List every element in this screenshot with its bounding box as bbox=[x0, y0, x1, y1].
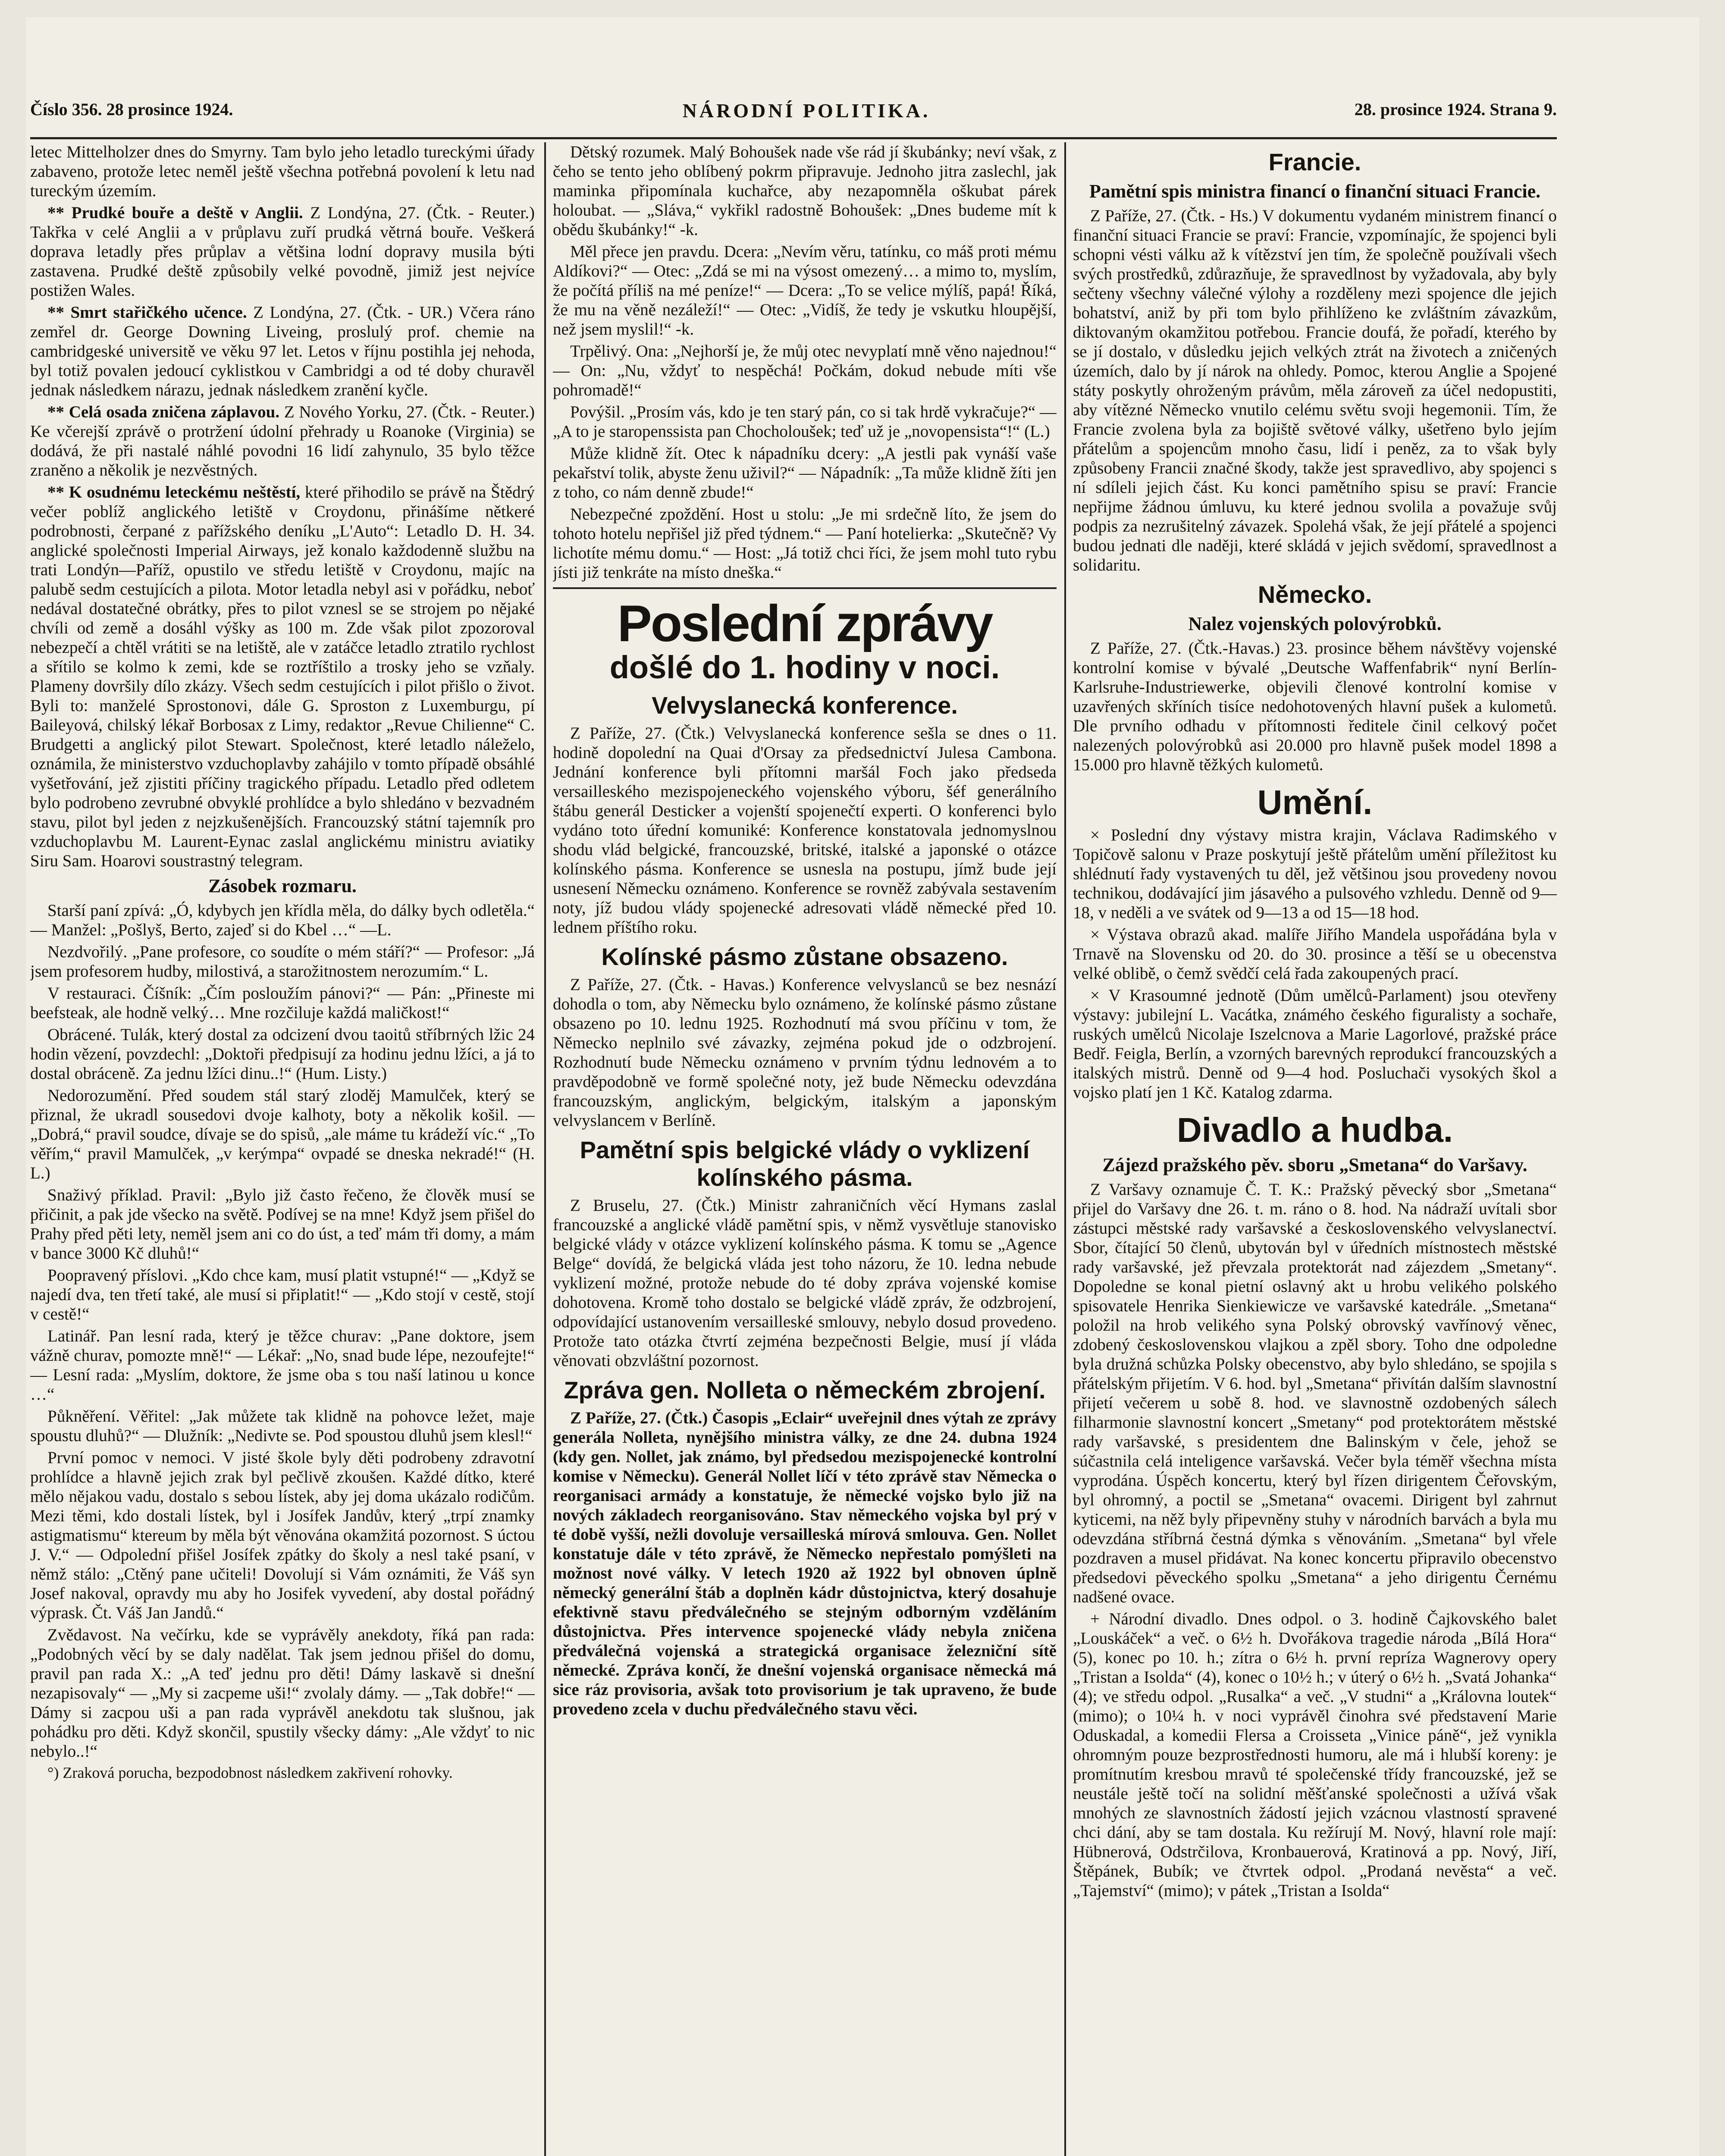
humor-item: Nezdvořilý. „Pane profesore, co soudíte o mém stáří?“ — Profesor: „Já jsem profesorem hudby, milostivá, a starožitnostem nerozumím.“ L. bbox=[30, 943, 535, 981]
cologne-text: Z Paříže, 27. (Čtk. - Havas.) Konference velvyslanců se bez nesnází dohodla o tom, aby Německu bylo oznámeno, že kolínské pásmo zůstane obsazeno po 10. lednu 1925. Rozhodnutí má svou příčinu v tom, že Německo neplnilo své závazky, zejména pokud jde o odzbrojení. Rozhodnutí bude Německu oznámeno v prvním týdnu lednovém a to pravděpodobně ve formě společné noty, jež bude Německu odevzdána francouzským, anglickým, belgickým, italským a japonským velvyslancem v Berlíně. bbox=[553, 975, 1057, 1130]
humor-item: V restauraci. Číšník: „Čím posloužím pánovi?“ — Pán: „Přineste mi beefsteak, ale hodně velký… Mne rozčiluje každá maličkost!“ bbox=[30, 984, 535, 1022]
humor-item: Poopravený příslovi. „Kdo chce kam, musí platit vstupné!“ — „Když se najedí dva, ten třetí také, ale musí si připlatit!“ — „Kdo stojí v cestě, stojí v cestě!“ bbox=[30, 1266, 535, 1323]
arts-item: × V Krasoumné jednotě (Dům umělců-Parlament) jsou otevřeny výstavy: jubilejní L. Vacátka, známého českého figuralisty a sochaře, ruských umělců Nicolaje Iszelcnova a Marie Lagorlové, pražské práce Bedř. Feigla, Berlín, a vzorných barevných reprodukcí francouzských a italských mistrů. Denně od 9—4 hod. Posluchači vysokých škol a vojsko platí jen 1 Kč. Katalog zdarma. bbox=[1073, 986, 1557, 1102]
humor-item: Měl přece jen pravdu. Dcera: „Nevím věru, tatínku, co máš proti mému Aldíkovi?“ — Otec: „Zdá se mi na výsost omezený… a mimo to, myslím, že počítá příliš na mé peníze!“ — Dcera: „To se velice mýlíš, papá! Říká, že mu na věně nezáleží!“ — Otec: „Vidíš, že tedy je vskutku hloupější, než jsem myslil!“ -k. bbox=[553, 242, 1057, 338]
humor-item: Může klidně žít. Otec k nápadníku dcery: „A jestli pak vynáší vaše pekařství tolik, abyste ženu uživil?“ — Nápadník: „Ta může klidně žíti jen z toho, co nám denně zbude!“ bbox=[553, 444, 1057, 501]
belgian-heading: Pamětní spis belgické vlády o vyklizení kolínského pásma. bbox=[580, 1136, 1030, 1191]
belgian-text: Z Bruselu, 27. (Čtk.) Ministr zahraničních věcí Hymans zaslal francouzské a anglické vládě pamětní spis, v němž vysvětluje stanovisko belgické vlády v otázce vyklizení kolínského pásma. K tomu se „Agence Belge“ dovídá, že belgická vláda jest toho názoru, že 10. ledna nebude vyklizení možné, protože nebude do té doby zpráva vojenské komise dohotovena. Kromě toho dostalo se belgické vládě zpráv, že odzbrojení, odpovídající ustanovením versailleské smlouvy, nebylo dosud provedeno. Protože tato otázka čtvrtí zejména bezpečnosti Belgie, musí jí vláda věnovati obzvláštní pozornost. bbox=[553, 1196, 1057, 1370]
cologne-heading: Kolínské pásmo zůstane obsazeno. bbox=[601, 943, 1008, 970]
humor-item: Nedorozumění. Před soudem stál starý zloděj Mamulček, který se přiznal, že ukradl sousedovi dvoje kalhoty, boty a několik košil. — „Dobrá,“ pravil soudce, dívaje se do spisů, „ale máme tu krádeží víc.“ „To věřím,“ pravil Mamulček, „v kerýmpa“ ovpadé se dneska nekradé!“ (H. L.) bbox=[30, 1086, 535, 1182]
column-3 bbox=[1073, 142, 1557, 2156]
last-news-heading: Poslední zprávy bbox=[617, 595, 992, 652]
theatre-heading: Divadlo a hudba. bbox=[1176, 1111, 1453, 1149]
humor-heading: Zásobek rozmaru. bbox=[208, 875, 357, 896]
arts-item: × Výstava obrazů akad. malíře Jiřího Mandela uspořádána byla v Trnavě na Slovensku od 20. do 30. prosince a těší se u obecenstva velké oblibě, o čemž svědčí celá řada zakoupených prací. bbox=[1073, 925, 1557, 983]
humor-item: Povýšil. „Prosím vás, kdo je ten starý pán, co si tak hrdě vykračuje?“ — „A to je staropenssista pan Chocholoušek; teď už je „novopensista“!“ (L.) bbox=[553, 403, 1057, 441]
column-2 bbox=[553, 142, 1057, 2156]
death-text: Z Londýna, 27. (Čtk. - UR.) Včera ráno zemřel dr. George Downing Liveing, proslulý prof. chemie na cambridgeské universitě ve věku 97 let. Letos v říjnu postihla jej nehoda, byl totiž povalen jedoucí cyklistkou v Cambridgi a od té doby churavěl jednak následkem nárazu, jednak následkem zranění kyčle. bbox=[30, 303, 535, 399]
humor-item: Dětský rozumek. Malý Bohoušek nade vše rád jí škubánky; neví však, z čeho se tento jeho oblíbený pokrm připravuje. Jednoho jitra zaslechl, jak maminka připomínala kuchařce, aby nezapomněla oškubat párek holoubat. — „Sláva,“ vykřikl radostně Bohoušek: „Dnes budeme mít k obědu škubánky!“ -k. bbox=[553, 143, 1057, 239]
nollet-heading: Zpráva gen. Nolleta o německém zbrojení. bbox=[564, 1376, 1046, 1404]
france-subheading: Pamětní spis ministra financí o finanční situaci Francie. bbox=[1089, 181, 1541, 202]
theatre-subheading: Zájezd pražského pěv. sboru „Smetana“ do Varšavy. bbox=[1102, 1154, 1527, 1175]
page-header bbox=[30, 91, 1557, 138]
france-heading: Francie. bbox=[1268, 148, 1361, 175]
embassy-text: Z Paříže, 27. (Čtk.) Velvyslanecká konference sešla se dnes o 11. hodině dopolední na Quai d'Orsay za předsednictví Julesa Cambona. Jednání konference byli přítomni maršál Foch jako předseda versailleského mezispojeneckého vojenského výboru, šéf generálního štábu generál Desticker a vojenští spojenečtí experti. O konferenci bylo vydáno toto úřední komuniké: Konference konstatovala jednomyslnou shodu vlád belgické, francouzské, britské, italské a japonské o otázce kolínského pásma. Konference se usnesla na postupu, jímž bude její usnesení Německu oznámeno. Konference se rovněž zabývala sestavením noty, jíž budou vlády spojenecké adresovati vládě německé před 10. lednem příštího roku. bbox=[553, 724, 1057, 937]
crash-text: které přihodilo se právě na Štědrý večer poblíž anglického letiště v Croydonu, přinášíme nětkeré podrobnosti, čerpané z pařížského deníku „L'Auto“: Letadlo D. H. 34. anglické společnosti Imperial Airways, jež konalo každodenně službu na trati Londýn—Paříž, opustilo ve středu letiště v Croydonu, majíc na palubě sedm cestujících a pilota. Motor letadla nebyl asi v pořádku, neboť nedával dostatečné obrátky, přes to pilot vznesl se se strojem po nějaké chvíli od země a dosáhl výšky as 100 m. Zde však pilot zpozoroval nebezpečí a chtěl vrátiti se na letiště, ale v zatáčce letadlo ztratilo rychlost a sřítilo se kolmo k zemi, kde se roztříštilo a trosky jeho se vzňaly. Plameny dovršily dílo zkázy. Všech sedm cestujících i pilot přišlo o život. Byli to: manželé Sprostonovi, dále G. Sproston z Luxemburgu, pí Baileyová, chilský lékař Borbosax z Limy, redaktor „Revue Chilienne“ C. Brudgetti a anglický pilot Stewart. Společnost, které letadlo náleželo, oznámila, že ministerstvo vzduchoplavby zahájilo v tomto případě obsáhlé vyšetřování, jež zjistiti příčiny tragického případu. Letadlo před odletem bylo podrobeno zevrubné obvyklé prohlídce a bylo shledáno v bezvadném stavu, pilot byl jeden z nejzkušenějších. Francouzský státní tajemník pro vzduchoplavbu M. Laurent-Eynac zaslal anglickému ministru aviatiky Siru Sam. Hoarovi soustrastný telegram. bbox=[30, 483, 535, 870]
issue-number: Číslo 356. 28 prosince 1924. bbox=[30, 100, 233, 119]
masthead: NÁRODNÍ POLITIKA. bbox=[682, 100, 931, 122]
storm-text: Z Londýna, 27. (Čtk. - Reuter.) Takřka v celé Anglii a v průplavu zuří prudká větrná bouře. Veškerá doprava letadly přes průplav a většina lodní dopravy musila býti zastavena. Prudké deště způsobily velké povodně, jimiž jest nejvíce postižen Wales. bbox=[30, 204, 535, 300]
column-rule-1 bbox=[544, 142, 546, 2156]
humor-item: Snaživý příklad. Pravil: „Bylo již často řečeno, že člověk musí se přičinit, a pak jde všecko na světě. Podívej se na mne! Když jsem přišel do Prahy před pěti lety, neměl jsem ani co do úst, a teď mám tři domy, a mám v bance 3000 Kč dluhů!“ bbox=[30, 1186, 535, 1263]
germany-subheading: Nalez vojenských polovýrobků. bbox=[1188, 613, 1442, 634]
arts-heading: Umění. bbox=[1257, 783, 1373, 821]
crash-heading: ** K osudnému leteckému neštěstí, bbox=[47, 483, 301, 501]
humor-item: Trpělivý. Ona: „Nejhorší je, že můj otec nevyplatí mně věno najednou!“ — On: „Nu, vždyť to nespěchá! Počkám, dokud nebude míti vše pohromadě!“ bbox=[553, 342, 1057, 399]
germany-text: Z Paříže, 27. (Čtk.-Havas.) 23. prosince během návštěvy vojenské kontrolní komise v bývalé „Deutsche Waffenfabrik“ nyní Berlín-Karlsruhe-Industriewerke, objevili členové kontrolní komise v uzavřených skříních tisíce nedohotovených hlavní pušek a kulometů. Dle prvního odhadu v přítomnosti ředitele činil celkový počet nalezených polovýrobků asi 20.000 pro hlavně pušek model 1898 a 15.000 pro hlavně těžkých kulometů. bbox=[1073, 639, 1557, 774]
flood-text: Z Nového Yorku, 27. (Čtk. - Reuter.) Ke včerejší zprávě o protržení údolní přehrady u Roanoke (Virginia) se dodává, že při nastalé náhlé povodni 16 lidí zahynulo, 35 bylo těžce zraněno a několik je nezvěstných. bbox=[30, 403, 535, 479]
humor-item: Půkněření. Věřitel: „Jak můžete tak klidně na pohovce ležet, maje spoustu dluhů?“ — Dlužník: „Nedivte se. Pod spoustou dluhů jsem klesl!“ bbox=[30, 1407, 535, 1445]
humor-item: Starší paní zpívá: „Ó, kdybych jen křídla měla, do dálky bych odletěla.“ — Manžel: „Pošlyš, Berto, zajeď si do Kbel …“ —L. bbox=[30, 901, 535, 939]
humor-item: Obrácené. Tulák, který dostal za odcizení dvou taoitů stříbrných lžic 24 hodin vězení, povzdechl: „Doktoři předpisují za hodinu jednu lžíci, a já to dostal obráceně. Za jednu lžíci dinu..!“ (Hum. Listy.) bbox=[30, 1025, 535, 1083]
theatre-text: Z Varšavy oznamuje Č. T. K.: Pražský pěvecký sbor „Smetana“ přijel do Varšavy dne 26. t. m. ráno o 8. hod. Na nádraží uvítali sbor zástupci městské rady varšavské a československého velvyslanectví. Sbor, čítající 50 členů, ubytován byl v úředních místnostech městské rady varšavské, jež převzala protektorát nad zájezdem „Smetany“. Dopoledne se konal pietní oslavný akt u hrobu velikého polského spisovatele Henrika Sienkiewicze ve varšavské katedrále. „Smetana“ položil na hrob velikého syna Polský obrovský vavřínový věnec, zdobený československou vlajkou a zpěl sbory. Toho dne odpoledne byla družná schůzka Polsky obecenstvo, aby bylo shledáno, se spojila s přátelským přijetím. V 6. hod. byl „Smetana“ přivítán dalším slavnostní přijetí večerem u sobě 8. hod. ve slavnostně ozdobených sálech filharmonie slavnostní koncert „Smetany“ pod protektorátem městské rady varšavské, s presidentem dne Balinským v čele, jehož se súčastnila celá inteligence varšavská. Večer byla téměř všechna místa vyprodána. Úspěch koncertu, který byl řízen dirigentem Čeřovským, byl ohromný, a poctil se „Smetana“ ovacemi. Dirigent byl zahrnut kyticemi, na něž byly připevněny stuhy v národních barvách a byla mu odevzdána stříbrná čestná dýmka s věnováním. „Smetana“ byl vřele pozdraven a musel přidávat. Na konec koncertu připravilo obecenstvo předsedovi pěveckého spolku „Smetana“ a jeho dirigentu Černému nadšené ovace. bbox=[1073, 1180, 1557, 1606]
humor-item: Latinář. Pan lesní rada, který je těžce churav: „Pane doktore, jsem vážně churav, pomozte mně!“ — Lékař: „No, snad bude lépe, nezoufejte!“ — Lesní rada: „Myslím, doktore, že jsme oba s tou naší latinou u konce …“ bbox=[30, 1327, 535, 1404]
arts-item: × Poslední dny výstavy mistra krajin, Václava Radimského v Topičově salonu v Praze poskytují ještě přátelům umění příležitost ku shlédnutí řady vystavených tu děl, jež většinou jsou provedeny novou technikou, dodávající jim jásavého a pulsového vzhledu. Denně od 9—18, v neděli a ve svátek od 9—13 a od 15—18 hod. bbox=[1073, 826, 1557, 922]
nollet-text: Z Paříže, 27. (Čtk.) Časopis „Eclair“ uveřejnil dnes výtah ze zprávy generála Nolleta, nynějšího ministra války, ze dne 24. dubna 1924 (kdy gen. Nollet, jak známo, byl předsedou mezispojenecké kontrolní komise v Německu). Generál Nollet líčí v této zprávě stav Německa o reorganisaci armády a konstatuje, že německé vojsko bylo již na nových základech reorganisováno. Stav německého vojska byl prý v té době vyšší, nežli dovoluje versailleská mírová smlouva. Gen. Nollet konstatuje dále v této zprávě, že Německo nepřestalo pomýšleti na možnost nové války. V letech 1920 až 1922 byl obnoven úplně německý generální štáb a doplněn kádr důstojnictva, který dosahuje efektivně stavu předválečného se stejným odborným vzděláním důstojnictva. Přes intervence spojenecké vlády nebyla zničena předválečná vojenská a strategická organisace železniční sítě německé. Zpráva končí, že dnešní vojenská organisace německá má sice ráz provisoria, avšak toto provisorium je tak upraveno, že bude provedeno zcela v duchu předválečného stavu věci. bbox=[553, 1409, 1057, 1718]
article-intro: letec Mittelholzer dnes do Smyrny. Tam bylo jeho letadlo tureckými úřady zabaveno, protože letec neměl ještě všechna potřebná povolení k letu nad tureckým územím. bbox=[30, 143, 535, 200]
section-divider bbox=[553, 587, 1057, 589]
national-theatre-text: + Národní divadlo. Dnes odpol. o 3. hodině Čajkovského balet „Louskáček“ a več. o 6½ h. Dvořákova tragedie národa „Bílá Hora“ (5), konec po 10. h.; zítra o 6½ h. první repríza Wagnerovy opery „Tristan a Isolda“ (4), konec o 10½ h.; v úterý o 6½ h. „Svatá Johanka“ (4); ve středu odpol. „Rusalka“ a več. „V studni“ a „Královna loutek“ (mimo); o 10¼ h. v noci vyprávěl činohra své představení Marie Oduskadal, a komedii Flersa a Croisseta „Vinice páně“, jež vynikla ohromným pouze bezprostřednosti humoru, ale má i hlubší koreny: je promítnutím kresbou mravů té společenské třídy francouzské, jež se neustále ještě točí na solidní měšťanské společnosti a užívá však mnohých ze slavnostních žádostí jejich vzácnou vlastností spravené chci dání, aby se tam dostala. Ku režírují M. Nový, hlavní role mají: Hübnerová, Odstrčilova, Kronbauerová, Kratinová a pp. Nový, Jiří, Štěpánek, Bubík; ve čtvrtek odpol. „Prodaná nevěsta“ a več. „Tajemství“ (mimo); v pátek „Tristan a Isolda“ bbox=[1073, 1610, 1557, 1900]
humor-item: První pomoc v nemoci. V jisté škole byly děti podrobeny zdravotní prohlídce a hlavně jejich zrak byl pečlivě zkoušen. Každé dítko, které mělo nějakou vadu, dostalo s sebou lístek, aby jej doma ukázalo rodičům. Mezi těmi, kdo dostali lístek, byl i Josífek Jandův, který „trpí znamky astigmatismu“ ktereum by měla být věnována okamžitá pozornost. S úctou J. V.“ — Odpolední přišel Josífek zpátky do školy a nesl také psaní, v němž stálo: „Ctěný pane učiteli! Dovolují si Vám oznámiti, že Váš syn Josef nakoval, opravdy mu aby ho Josifek vyvedení, aby dostal pořádný výprask. Čt. Váš Jan Jandů.“ bbox=[30, 1448, 535, 1622]
header-rule bbox=[30, 137, 1557, 139]
france-text: Z Paříže, 27. (Čtk. - Hs.) V dokumentu vydaném ministrem financí o finanční situaci Francie se praví: Francie, vzpomínajíc, že spojenci byli schopni vésti válku až k vítězství jen tím, že společně používali všech svých prostředků, zdůrazňuje, že spravedlnost by vyžadovala, aby byly sečteny všechny válečné výlohy a rozděleny mezi spojence dle jejich bohatství, aniž by při tom bylo přihlíženo ke zvláštním závazkům, diktovaným okamžitou potřebou. Francie doufá, že pořadí, kterého by se jí dostalo, v důsledku jejich velkých ztrát na životech a zničených územích, dalo by jí nárok na ohledy. Pomoc, kterou Anglie a Spojené státy poskytly ohroženým právům, měla zároveň za účel nedopustiti, aby vítězné Německo vnutilo celému světu svoji hegemonii. Tím, že Francie zvolena byla za bojiště světové války, ušetřeno bylo jejím přátelům a spojencům mnoho času, lidí i peněz, za to však byly způsobeny Francii značné škody, takže jest spravedlivo, aby spojenci s ní sdíleli jejich část. Ku konci pamětního spisu se praví: Francie nepřijme žádnou úmluvu, ku které jednou svolila a považuje svůj podpis za nezrušitelný závazek. Spolehá však, že její přátelé a spojenci budou jednati dle naději, které skládá v jejich svědomí, spravedlnost a solidaritu. bbox=[1073, 207, 1557, 574]
footnote: °) Zraková porucha, bezpodobnost následkem zakřivení rohovky. bbox=[47, 1764, 453, 1781]
death-heading: ** Smrt stařičkého učence. bbox=[47, 303, 247, 322]
embassy-heading: Velvyslanecká konference. bbox=[652, 692, 958, 719]
humor-item: Zvědavost. Na večírku, kde se vyprávěly anekdoty, říká pan rada: „Podobných věcí by se daly nadělat. Tak jsem jednou přišel do domu, pravil pan rada X.: „A teď jednu pro děti! Dámy laskavě si dnešní nezapisovaly“ — „My si zacpeme uši!“ zvolaly dámy. — „Tak dobře!“ — Dámy si zacpou uši a pan rada vyprávěl anekdotu tak slušnou, jak pohádku pro děti. Když skončil, spustily všecky dámy: „Ale vždyť to nic nebylo..!“ bbox=[30, 1626, 535, 1761]
flood-heading: ** Celá osada zničena záplavou. bbox=[47, 403, 280, 421]
storm-heading: ** Prudké bouře a deště v Anglii. bbox=[47, 204, 303, 222]
humor-item: Nebezpečné zpoždění. Host u stolu: „Je mi srdečně líto, že jsem do tohoto hotelu nepřišel již před týdnem.“ — Paní hotelierka: „Skutečně? Vy lichotíte mému domu.“ — Host: „Já totiž chci říci, že jsem mohl tuto rybu jísti již tenkráte na místo dneška.“ bbox=[553, 505, 1057, 582]
column-1 bbox=[30, 142, 535, 2156]
page-date-number: 28. prosince 1924. Strana 9. bbox=[1354, 100, 1557, 119]
germany-heading: Německo. bbox=[1258, 581, 1372, 608]
column-rule-2 bbox=[1064, 142, 1066, 2156]
last-news-subheading: došlé do 1. hodiny v noci. bbox=[609, 649, 1000, 685]
